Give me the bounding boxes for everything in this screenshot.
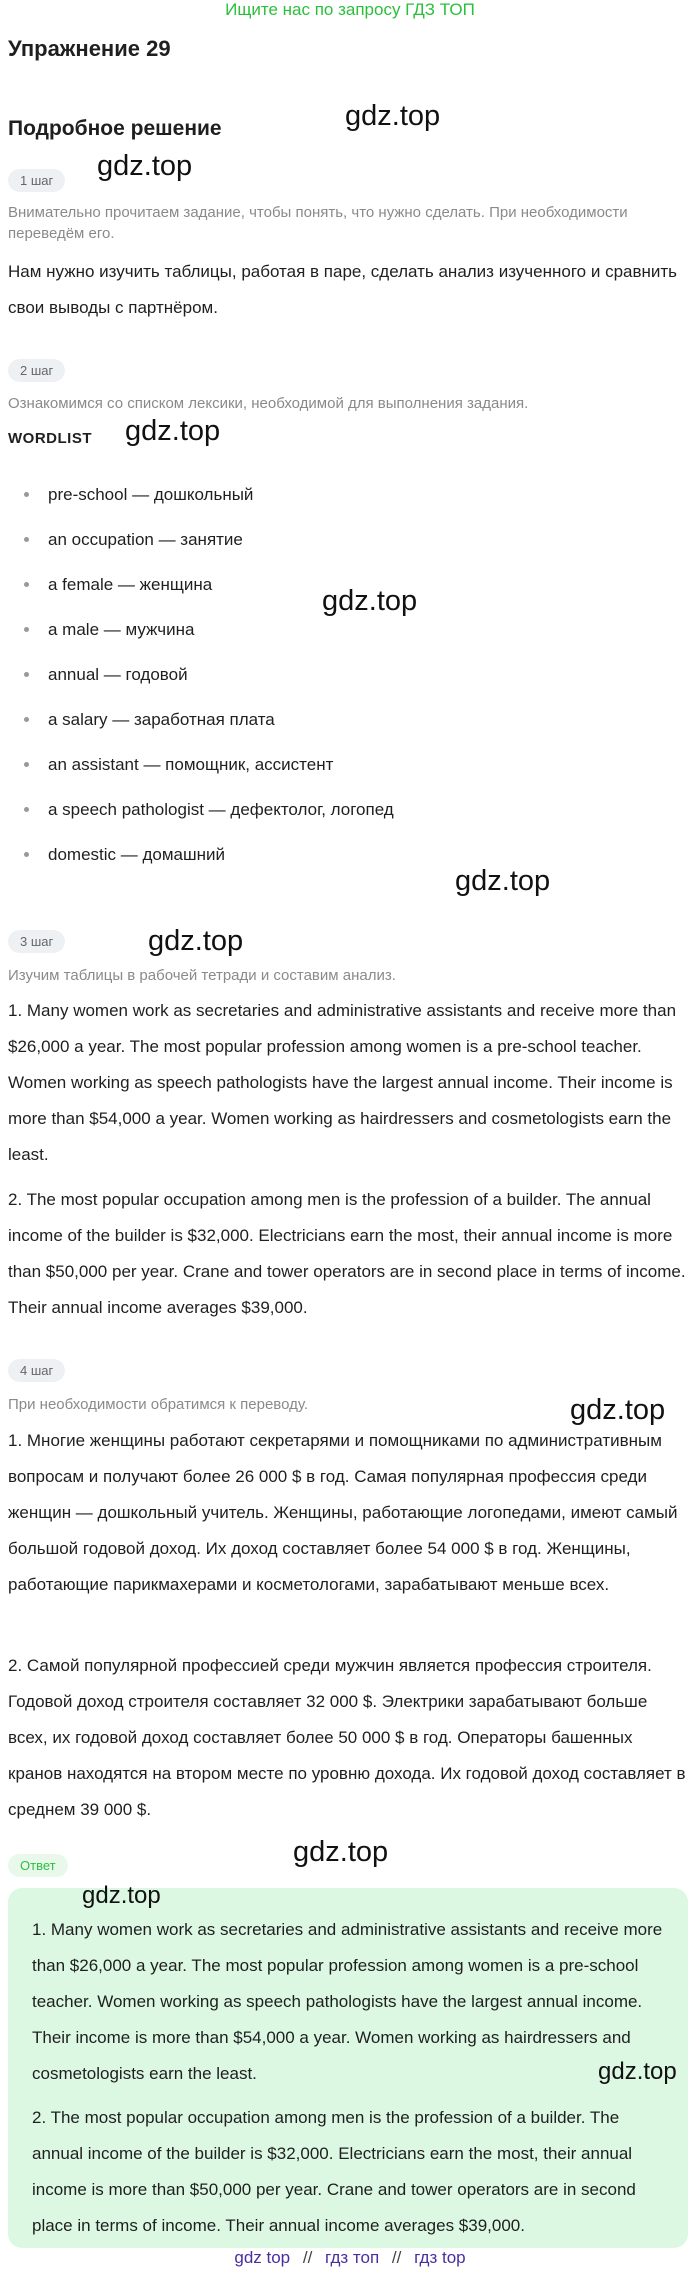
translation-paragraph: 2. Самой популярной профессией среди мужчин является профессия строителя. Годовой доход строителя составляет 32 000 $. Электрики зарабатывают больше всех, их годовой доход составляет более 50 000 $ в год. Операторы башенных кранов находятся на втором месте по уровню дохода. Их годовой доход составляет в среднем 39 000 $. xyxy=(8,1656,686,1819)
list-item: a salary — заработная плата xyxy=(20,697,620,742)
step-badge: 3 шаг xyxy=(8,930,65,953)
step-hint: Ознакомимся со списком лексики, необходимой для выполнения задания. xyxy=(8,395,529,412)
bullet-icon xyxy=(24,717,29,722)
footer-separator: // xyxy=(391,2248,402,2267)
step-badge: 2 шаг xyxy=(8,359,65,382)
step-badge: 1 шаг xyxy=(8,169,65,192)
list-item: an assistant — помощник, ассистент xyxy=(20,742,620,787)
list-item: a female — женщина xyxy=(20,562,620,607)
analysis-paragraph: 2. The most popular occupation among men is the profession of a builder. The annual income of the builder is $32,000. Electricians earn the most, their annual income is more than $50,000 per year. Crane and tower operators are in second place in terms of income. Their annual income averages $39,000. xyxy=(8,1190,686,1317)
list-item: a male — мужчина xyxy=(20,607,620,652)
watermark: gdz.top xyxy=(293,1836,389,1868)
list-item: annual — годовой xyxy=(20,652,620,697)
step-hint: При необходимости обратимся к переводу. xyxy=(8,1396,309,1413)
bullet-icon xyxy=(24,537,29,542)
watermark: gdz.top xyxy=(455,865,551,897)
bullet-icon xyxy=(24,852,29,857)
list-item: domestic — домашний xyxy=(20,832,620,877)
watermark: gdz.top xyxy=(97,150,193,182)
watermark: gdz.top xyxy=(598,2058,677,2085)
page-title: Упражнение 29 xyxy=(8,36,171,61)
watermark: gdz.top xyxy=(82,1882,161,1909)
watermark: gdz.top xyxy=(125,415,221,447)
step-badge: 4 шаг xyxy=(8,1359,65,1382)
wordlist xyxy=(20,472,620,877)
watermark: gdz.top xyxy=(570,1394,666,1426)
step-text: Нам нужно изучить таблицы, работая в паре, сделать анализ изученного и сравнить свои выводы с партнёром. xyxy=(8,262,678,317)
footer-link[interactable]: gdz top xyxy=(234,2248,291,2267)
list-item: a speech pathologist — дефектолог, логопед xyxy=(20,787,620,832)
list-item: an occupation — занятие xyxy=(20,517,620,562)
answer-badge: Ответ xyxy=(8,1854,68,1877)
watermark: gdz.top xyxy=(322,585,418,617)
bullet-icon xyxy=(24,762,29,767)
watermark: gdz.top xyxy=(148,925,244,957)
analysis-paragraph: 1. Many women work as secretaries and administrative assistants and receive more than $26,000 a year. The most popular profession among women is a pre-school teacher. Women working as speech pathologists have the largest annual income. Their income is more than $54,000 a year. Women working as hairdressers and cosmetologists earn the least. xyxy=(8,1001,677,1164)
watermark: gdz.top xyxy=(345,100,441,132)
footer-link[interactable]: гдз top xyxy=(414,2248,466,2267)
bullet-icon xyxy=(24,627,29,632)
step-hint: Внимательно прочитаем задание, чтобы понять, что нужно сделать. При необходимости переведём его. xyxy=(8,204,628,242)
step-hint: Изучим таблицы в рабочей тетради и составим анализ. xyxy=(8,967,396,984)
bullet-icon xyxy=(24,492,29,497)
list-item: pre-school — дошкольный xyxy=(20,472,620,517)
footer-links xyxy=(0,2248,700,2268)
footer-link[interactable]: гдз топ xyxy=(325,2248,380,2267)
search-banner[interactable]: Ищите нас по запросу ГДЗ ТОП xyxy=(225,0,475,19)
bullet-icon xyxy=(24,807,29,812)
bullet-icon xyxy=(24,672,29,677)
answer-paragraph: 1. Many women work as secretaries and administrative assistants and receive more than $26,000 a year. The most popular profession among women is a pre-school teacher. Women working as speech pathologists have the largest annual income. Their income is more than $54,000 a year. Women working as hairdressers and cosmetologists earn the least. xyxy=(32,1920,663,2083)
answer-paragraph: 2. The most popular occupation among men is the profession of a builder. The annual income of the builder is $32,000. Electricians earn the most, their annual income is more than $50,000 per year. Crane and tower operators are in second place in terms of income. Their annual income averages $39,000. xyxy=(32,2108,636,2235)
footer-separator: // xyxy=(302,2248,313,2267)
translation-paragraph: 1. Многие женщины работают секретарями и помощниками по административным вопросам и получают более 26 000 $ в год. Самая популярная профессия среди женщин — дошкольный учитель. Женщины, работающие логопедами, имеют самый большой годовой доход. Их доход составляет более 54 000 $ в год. Женщины, работающие парикмахерами и косметологами, зарабатывают меньше всех. xyxy=(8,1431,678,1594)
section-title: Подробное решение xyxy=(8,117,222,140)
wordlist-heading: WORDLIST xyxy=(8,430,92,447)
bullet-icon xyxy=(24,582,29,587)
